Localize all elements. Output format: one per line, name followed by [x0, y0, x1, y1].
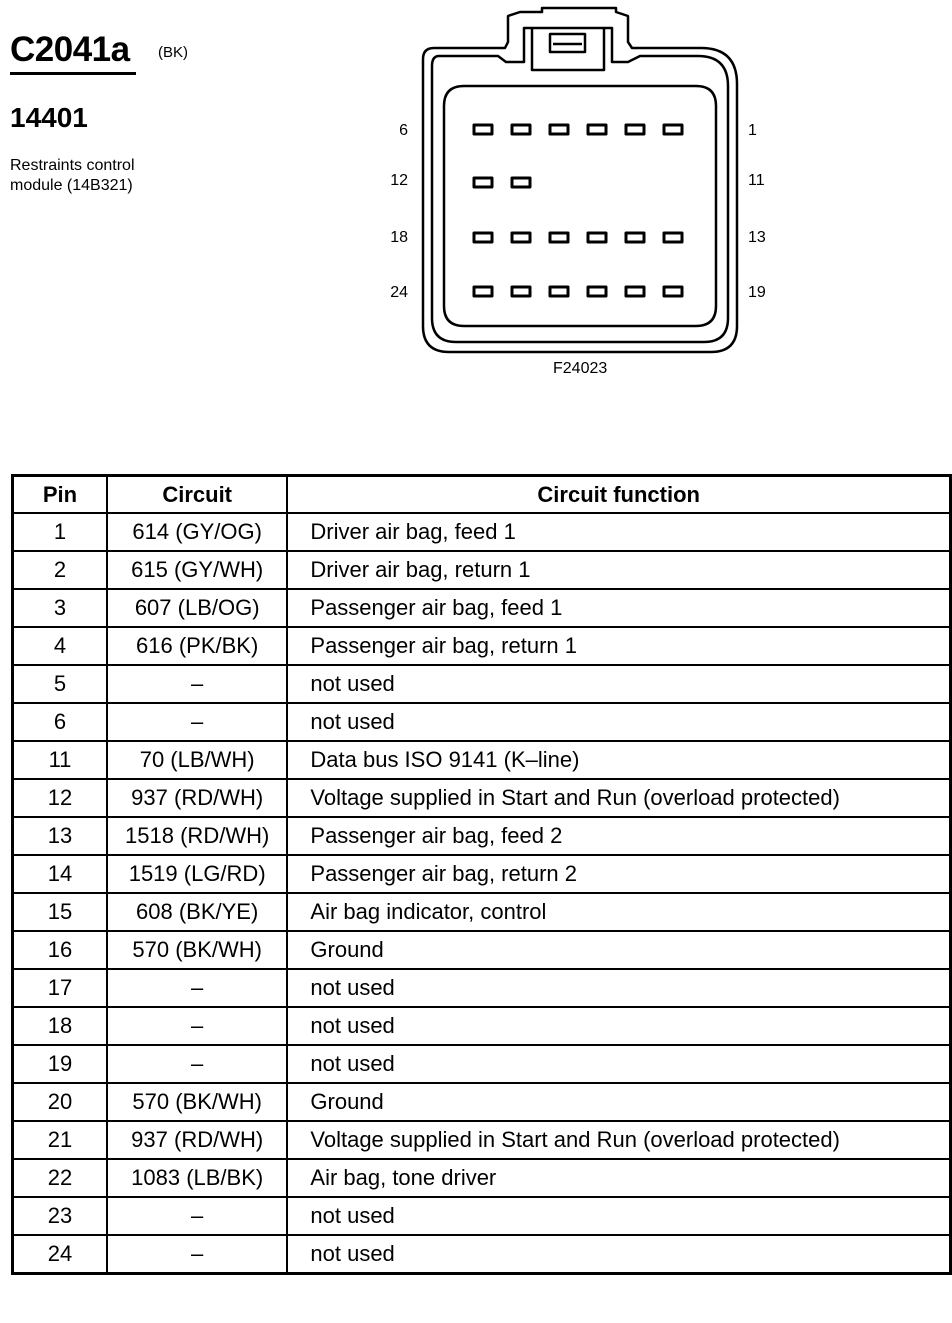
table-row — [13, 513, 951, 551]
cell-function: Air bag indicator, control — [287, 893, 950, 931]
cell-function: Voltage supplied in Start and Run (overload protected) — [287, 779, 950, 817]
cell-circuit: 607 (LB/OG) — [107, 589, 287, 627]
cell-function: Data bus ISO 9141 (K–line) — [287, 741, 950, 779]
table-row — [13, 703, 951, 741]
header-pin: Pin — [13, 476, 107, 514]
cell-function: not used — [287, 1197, 950, 1235]
table-row — [13, 589, 951, 627]
table-row — [13, 855, 951, 893]
cell-circuit: 70 (LB/WH) — [107, 741, 287, 779]
cell-pin: 1 — [13, 513, 107, 551]
cell-pin: 5 — [13, 665, 107, 703]
cell-pin: 19 — [13, 1045, 107, 1083]
connector-id: C2041a — [10, 30, 130, 69]
table-row — [13, 627, 951, 665]
cell-pin: 22 — [13, 1159, 107, 1197]
cell-function: not used — [287, 1007, 950, 1045]
module-description — [10, 156, 135, 196]
table-row — [13, 931, 951, 969]
table-row — [13, 741, 951, 779]
cell-function: not used — [287, 703, 950, 741]
cell-function: not used — [287, 1045, 950, 1083]
cell-circuit: 937 (RD/WH) — [107, 779, 287, 817]
pin-label-24: 24 — [390, 284, 408, 301]
cell-pin: 23 — [13, 1197, 107, 1235]
table-row — [13, 1121, 951, 1159]
table-row — [13, 1083, 951, 1121]
cell-function: not used — [287, 665, 950, 703]
cell-circuit: 570 (BK/WH) — [107, 931, 287, 969]
cell-pin: 11 — [13, 741, 107, 779]
pin-label-19: 19 — [748, 284, 766, 301]
table-row — [13, 1235, 951, 1274]
pin-label-13: 13 — [748, 229, 766, 246]
cell-function: not used — [287, 1235, 950, 1274]
color-code: (BK) — [158, 44, 188, 61]
header-circuit-function: Circuit function — [287, 476, 950, 514]
connector-face-diagram — [380, 0, 800, 360]
cell-circuit: 615 (GY/WH) — [107, 551, 287, 589]
cell-pin: 6 — [13, 703, 107, 741]
header-circuit: Circuit — [107, 476, 287, 514]
cell-function: Passenger air bag, feed 2 — [287, 817, 950, 855]
table-row — [13, 1197, 951, 1235]
cell-circuit: – — [107, 1235, 287, 1274]
pin-label-1: 1 — [748, 122, 757, 139]
table-row — [13, 1045, 951, 1083]
cell-circuit: 1083 (LB/BK) — [107, 1159, 287, 1197]
cell-circuit: – — [107, 703, 287, 741]
table-body — [13, 513, 951, 1274]
cell-pin: 16 — [13, 931, 107, 969]
cell-circuit: – — [107, 665, 287, 703]
cell-circuit: 937 (RD/WH) — [107, 1121, 287, 1159]
table-row — [13, 893, 951, 931]
table-row — [13, 1007, 951, 1045]
part-number: 14401 — [10, 102, 88, 133]
description-line-1: Restraints control — [10, 157, 135, 174]
cell-circuit: 1519 (LG/RD) — [107, 855, 287, 893]
pin-label-12: 12 — [390, 172, 408, 189]
cell-function: Ground — [287, 1083, 950, 1121]
cell-circuit: 614 (GY/OG) — [107, 513, 287, 551]
table-row — [13, 665, 951, 703]
figure-code: F24023 — [553, 360, 608, 377]
cell-function: Passenger air bag, return 1 — [287, 627, 950, 665]
table-row — [13, 551, 951, 589]
cell-circuit: 1518 (RD/WH) — [107, 817, 287, 855]
cell-pin: 20 — [13, 1083, 107, 1121]
pin-label-11: 11 — [748, 172, 765, 189]
title-underline — [10, 72, 136, 75]
cell-circuit: – — [107, 1007, 287, 1045]
cell-function: Passenger air bag, feed 1 — [287, 589, 950, 627]
cell-circuit: – — [107, 1197, 287, 1235]
pin-label-6: 6 — [399, 122, 408, 139]
cell-pin: 3 — [13, 589, 107, 627]
cell-circuit: 608 (BK/YE) — [107, 893, 287, 931]
cell-function: Driver air bag, return 1 — [287, 551, 950, 589]
table-row — [13, 817, 951, 855]
table-header-row — [13, 476, 951, 514]
cell-circuit: 616 (PK/BK) — [107, 627, 287, 665]
cell-pin: 4 — [13, 627, 107, 665]
cell-pin: 2 — [13, 551, 107, 589]
table-row — [13, 779, 951, 817]
cell-pin: 18 — [13, 1007, 107, 1045]
pin-label-18: 18 — [390, 229, 408, 246]
cell-circuit: – — [107, 1045, 287, 1083]
cell-circuit: 570 (BK/WH) — [107, 1083, 287, 1121]
cell-pin: 17 — [13, 969, 107, 1007]
table-row — [13, 1159, 951, 1197]
cell-function: Ground — [287, 931, 950, 969]
cell-function: Driver air bag, feed 1 — [287, 513, 950, 551]
cell-function: Voltage supplied in Start and Run (overload protected) — [287, 1121, 950, 1159]
cell-circuit: – — [107, 969, 287, 1007]
pinout-table — [11, 474, 952, 1275]
cell-pin: 12 — [13, 779, 107, 817]
cell-pin: 15 — [13, 893, 107, 931]
cell-function: Air bag, tone driver — [287, 1159, 950, 1197]
cell-pin: 14 — [13, 855, 107, 893]
table-row — [13, 969, 951, 1007]
cell-function: Passenger air bag, return 2 — [287, 855, 950, 893]
description-line-2: module (14B321) — [10, 177, 133, 194]
cell-pin: 24 — [13, 1235, 107, 1274]
cell-pin: 21 — [13, 1121, 107, 1159]
cell-pin: 13 — [13, 817, 107, 855]
cell-function: not used — [287, 969, 950, 1007]
